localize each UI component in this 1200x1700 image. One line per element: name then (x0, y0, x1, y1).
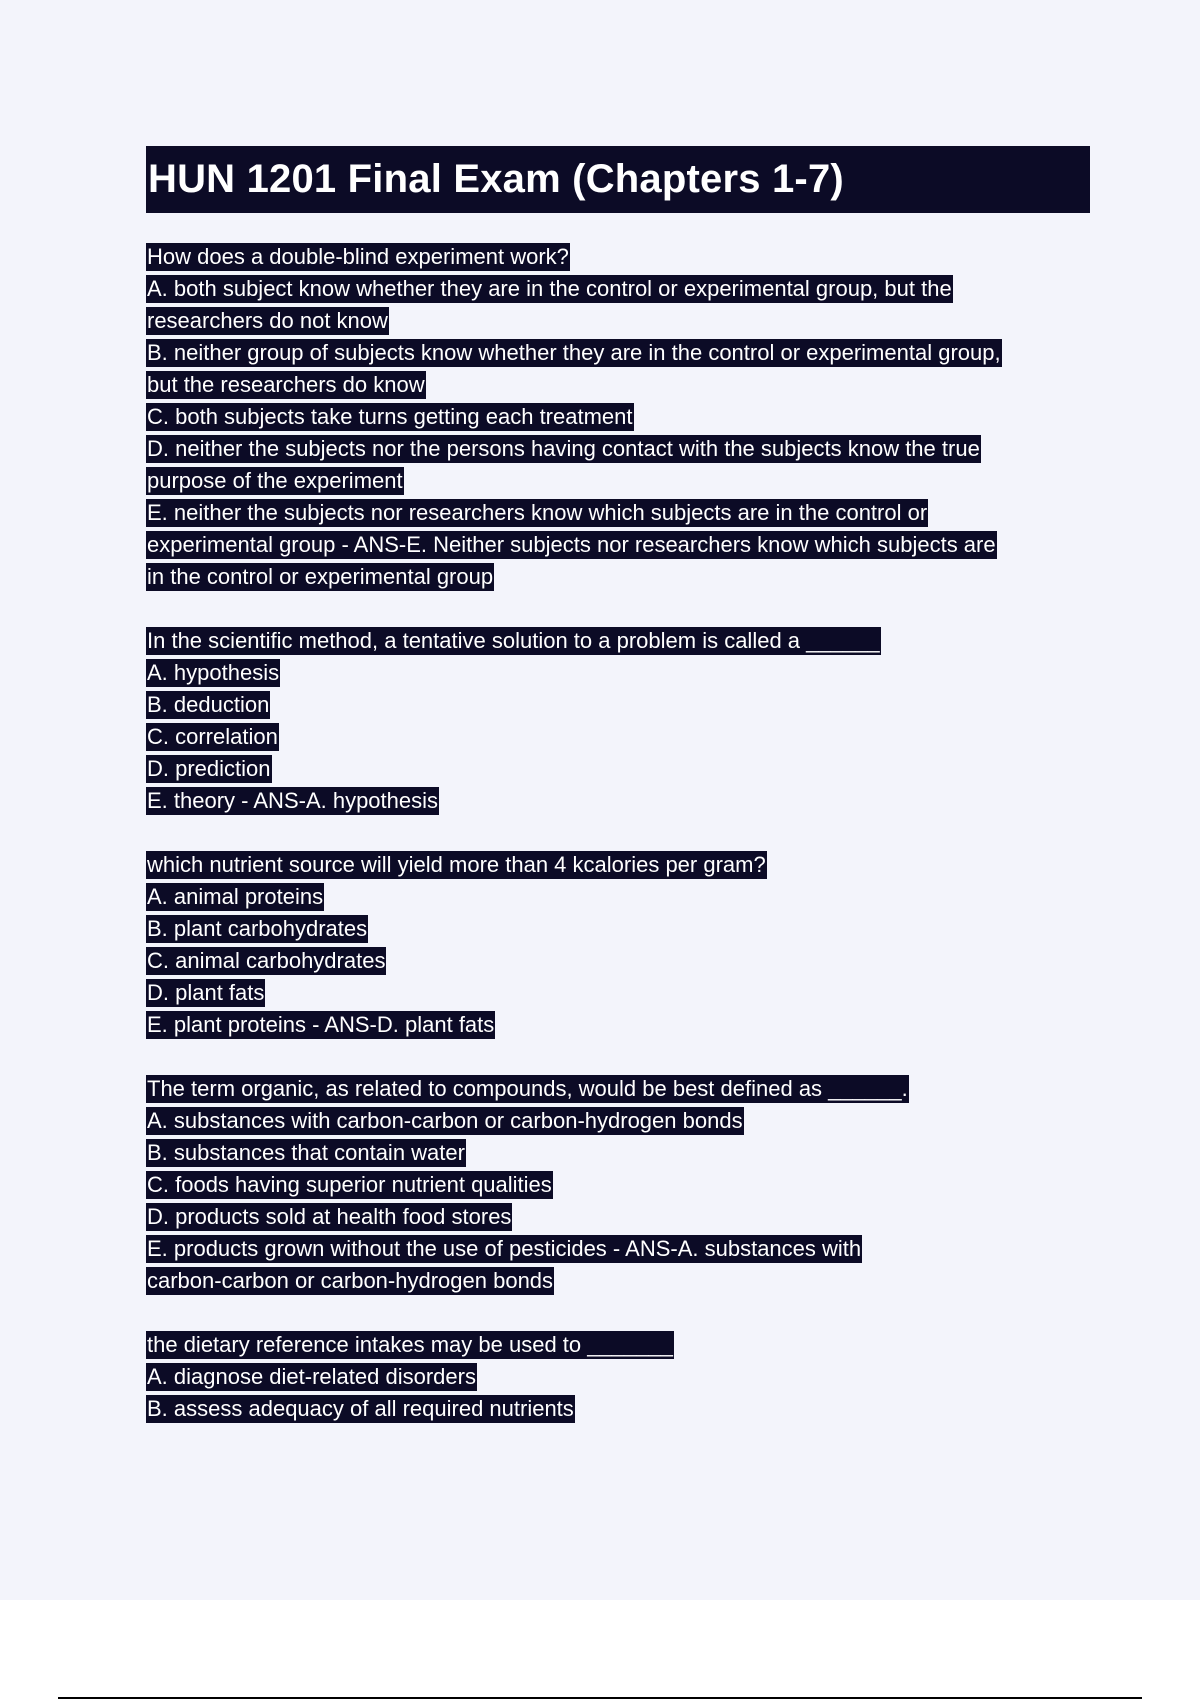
answer-option-line: C. both subjects take turns getting each treatment (147, 404, 633, 429)
question-line: which nutrient source will yield more than 4 kcalories per gram? (147, 852, 766, 877)
question-block (146, 625, 1096, 817)
answer-option-line: B. substances that contain water (147, 1140, 465, 1165)
answer-option-line: D. prediction (147, 756, 271, 781)
answer-option-line: D. plant fats (147, 980, 265, 1005)
answer-option-line: A. substances with carbon-carbon or carbon-hydrogen bonds (147, 1108, 743, 1133)
question-line: The term organic, as related to compounds, would be best defined as ______. (147, 1076, 908, 1101)
answer-option-line: E. neither the subjects nor researchers know which subjects are in the control or (147, 500, 928, 525)
answer-key-line: E. plant proteins - ANS-D. plant fats (147, 1012, 495, 1037)
answer-option-line: researchers do not know (147, 308, 388, 333)
answer-option-line: purpose of the experiment (147, 468, 403, 493)
question-line: How does a double-blind experiment work? (147, 244, 569, 269)
answer-option-line: B. neither group of subjects know whether they are in the control or experimental group, (147, 340, 1001, 365)
answer-option-line: B. plant carbohydrates (147, 916, 368, 941)
answer-option-line: D. products sold at health food stores (147, 1204, 512, 1229)
question-line: the dietary reference intakes may be used to _______ (147, 1332, 673, 1357)
title-banner (146, 146, 1090, 213)
answer-key-line: E. theory - ANS-A. hypothesis (147, 788, 439, 813)
answer-option-line: C. correlation (147, 724, 278, 749)
answer-option-line: A. animal proteins (147, 884, 324, 909)
answer-key-line: E. products grown without the use of pesticides - ANS-A. substances with (147, 1236, 862, 1261)
answer-option-line: C. animal carbohydrates (147, 948, 386, 973)
question-block (146, 1073, 1096, 1297)
answer-option-line: C. foods having superior nutrient qualities (147, 1172, 552, 1197)
footer-divider (58, 1697, 1142, 1699)
document-title: HUN 1201 Final Exam (Chapters 1-7) (148, 157, 844, 201)
question-line: In the scientific method, a tentative solution to a problem is called a ______ (147, 628, 880, 653)
question-block (146, 1329, 1096, 1425)
answer-option-line: A. both subject know whether they are in the control or experimental group, but the (147, 276, 952, 301)
answer-option-line: B. assess adequacy of all required nutrients (147, 1396, 574, 1421)
answer-option-line: D. neither the subjects nor the persons having contact with the subjects know the true (147, 436, 980, 461)
answer-key-line: carbon-carbon or carbon-hydrogen bonds (147, 1268, 554, 1293)
answer-option-line: A. hypothesis (147, 660, 280, 685)
answer-option-line: A. diagnose diet-related disorders (147, 1364, 476, 1389)
question-list (146, 241, 1096, 1457)
answer-key-line: experimental group - ANS-E. Neither subjects nor researchers know which subjects are (147, 532, 996, 557)
answer-option-line: but the researchers do know (147, 372, 425, 397)
question-block (146, 241, 1096, 593)
answer-key-line: in the control or experimental group (147, 564, 494, 589)
answer-option-line: B. deduction (147, 692, 270, 717)
question-block (146, 849, 1096, 1041)
